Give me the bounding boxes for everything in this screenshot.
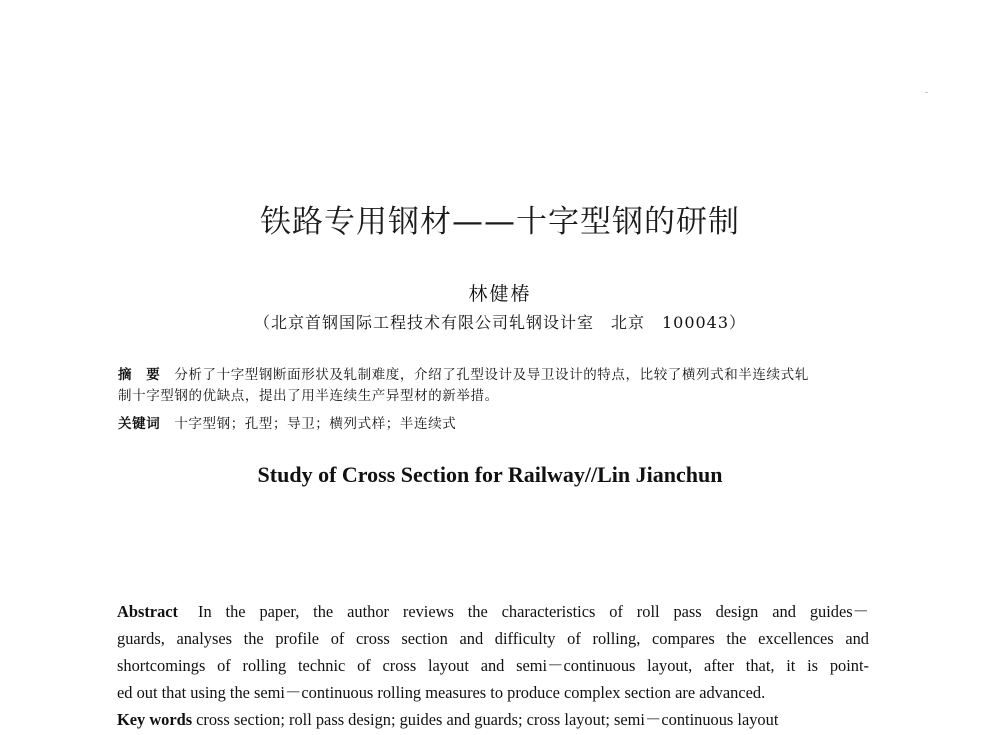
english-abstract-line-4: ed out that using the semi－continuous rolling measures to produce complex section are advanced. [117,683,766,702]
scan-speck [925,92,928,93]
author-affiliation: （北京首钢国际工程技术有限公司轧钢设计室 北京 100043） [253,313,747,332]
english-abstract-text-1: In the paper, the author reviews the characteristics of roll pass design and guides－ [198,602,869,621]
chinese-abstract [118,365,870,407]
chinese-abstract-label: 摘 要 [118,367,161,383]
english-keywords-text: cross section; roll pass design; guides and guards; cross layout; semi－continuous layout [196,710,779,729]
paper-title: 铁路专用钢材——十字型钢的研制 [260,204,740,240]
author-name: 林健椿 [468,283,532,305]
chinese-abstract-line-2: 制十字型钢的优缺点，提出了用半连续生产异型材的新举措。 [118,388,499,404]
english-title: Study of Cross Section for Railway//Lin Jianchun [257,462,723,487]
english-abstract-line-2: guards, analyses the profile of cross section and difficulty of rolling, compares the excellences and [117,629,869,648]
english-keywords [117,706,869,733]
english-abstract-line-3: shortcomings of rolling technic of cross layout and semi－continuous layout, after that, it is point- [117,656,869,675]
chinese-keywords [118,414,870,435]
chinese-keywords-label: 关键词 [118,416,161,432]
english-keywords-label: Key words [117,710,193,729]
english-abstract-label: Abstract [117,602,178,621]
chinese-abstract-line-1 [118,365,870,386]
chinese-keywords-text: 十字型钢；孔型；导卫；横列式样；半连续式 [174,416,457,432]
english-abstract [117,598,869,706]
english-abstract-line-1 [117,598,869,625]
chinese-abstract-text-1: 分析了十字型钢断面形状及轧制难度，介绍了孔型设计及导卫设计的特点，比较了横列式和半连续式轧 [174,367,809,383]
